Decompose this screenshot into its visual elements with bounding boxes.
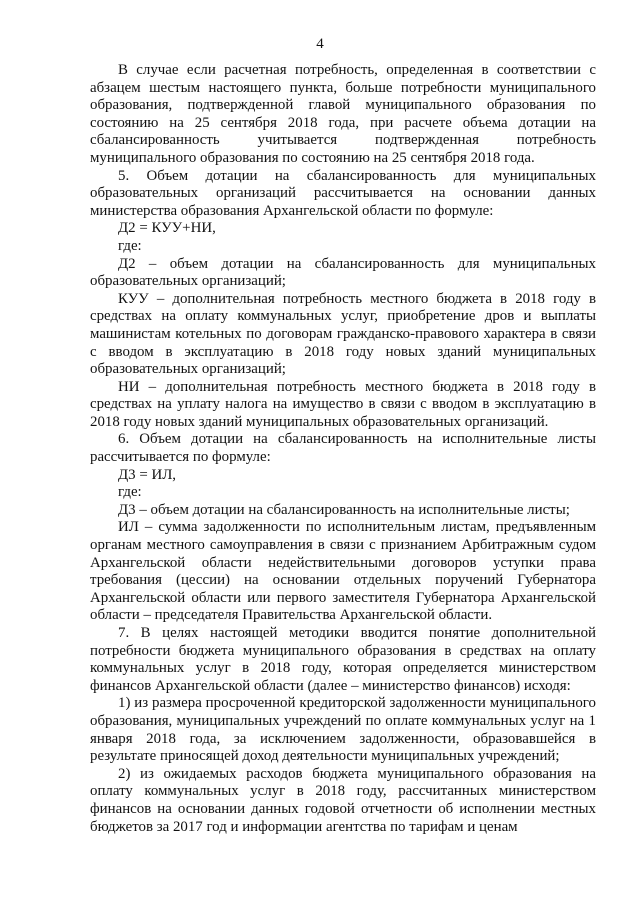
document-body (90, 62, 596, 836)
paragraph-item-5: 5. Объем дотации на сбалансированность для муниципальных образовательных организаций рассчитывается на основании данных министерства образования Архангельской области по формуле: (90, 167, 596, 219)
page-number: 4 (316, 36, 324, 52)
definition-il: ИЛ – сумма задолженности по исполнительным листам, предъявленным органам местного самоуправления в связи с признанием Арбитражным судом Архангельской области недействительными договоров уступки права требования (цессии) на основании отдельных поручений Губернатора Архангельской области или первого заместителя Губернатора Архангельской области – председателя Правительства Архангельской области. (90, 519, 596, 624)
subitem-2: 2) из ожидаемых расходов бюджета муниципального образования на оплату коммунальных услуг в 2018 году, рассчитанных министерством финансов на основании данных годовой отчетности об исполнении местных бюджетов за 2017 год и информации агентства по тарифам и ценам (90, 765, 596, 835)
paragraph-confirmed-need: В случае если расчетная потребность, определенная в соответствии с абзацем шестым настоящего пункта, больше потребности муниципального образования, подтвержденной главой муниципального образования по состоянию на 25 сентября 2018 года, при расчете объема дотации на сбалансированность учитывается подтвержденная потребность муниципального образования по состоянию на 25 сентября 2018 года. (90, 62, 596, 166)
definition-ni: НИ – дополнительная потребность местного бюджета в 2018 году в средствах на уплату налога на имущество в связи с вводом в эксплуатацию в 2018 году новых зданий муниципальных образовательных организаций. (90, 378, 596, 430)
definition-d3: Д3 – объем дотации на сбалансированность на исполнительные листы; (118, 501, 570, 518)
definition-d2: Д2 – объем дотации на сбалансированность для муниципальных образовательных организаций; (90, 255, 596, 290)
paragraph-item-7: 7. В целях настоящей методики вводится понятие дополнительной потребности бюджета муниципального образования в средствах на оплату коммунальных услуг в 2018 году, которая определяется министерством финансов Архангельской области (далее – министерство финансов) исходя: (90, 625, 596, 694)
where-label-d3: где: (118, 484, 142, 501)
subitem-1: 1) из размера просроченной кредиторской задолженности муниципального образования, муниципальных учреждений по оплате коммунальных услуг на 1 января 2018 года, за исключением задолженности, образовавшейся в результате приносящей доход деятельности муниципальных учреждений; (90, 695, 596, 765)
definition-kuu: КУУ – дополнительная потребность местного бюджета в 2018 году в средствах на оплату коммунальных услуг, приобретение дров и выплаты машинистам котельных по договорам гражданско-правового характера в связи с вводом в эксплуатацию в 2018 году новых зданий муниципальных образовательных организаций; (90, 290, 596, 378)
where-label-d2: где: (118, 237, 142, 254)
formula-d2: Д2 = КУУ+НИ, (118, 220, 216, 237)
formula-d3: Д3 = ИЛ, (118, 466, 177, 483)
paragraph-item-6: 6. Объем дотации на сбалансированность на исполнительные листы рассчитывается по формуле: (90, 431, 596, 466)
